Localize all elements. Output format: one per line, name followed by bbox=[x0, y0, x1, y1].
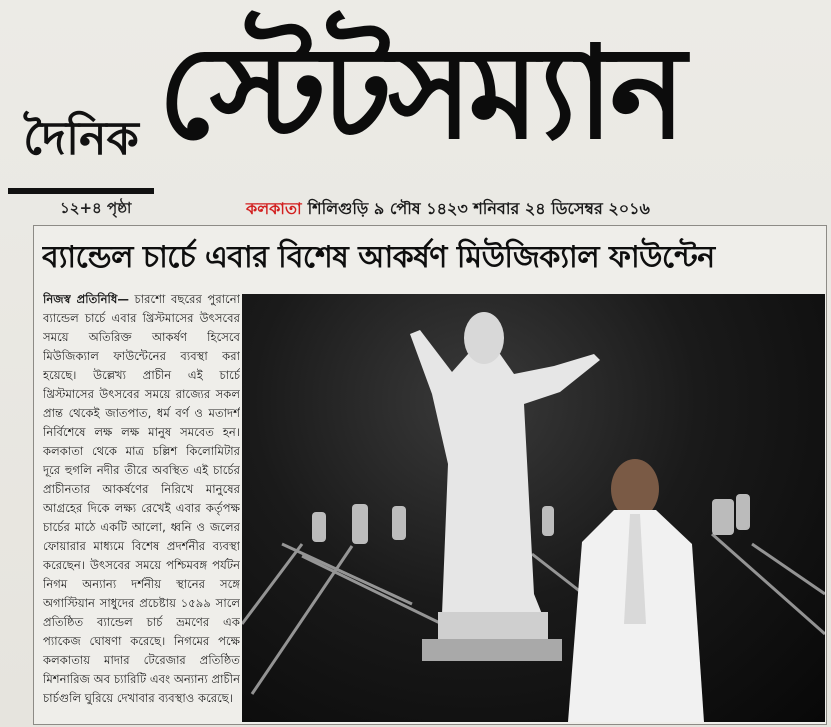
masthead-prefix: দৈনিক bbox=[8, 92, 154, 194]
article-box bbox=[33, 225, 827, 725]
dateline bbox=[246, 196, 650, 223]
statue-figure bbox=[410, 312, 600, 661]
article-byline: নিজস্ব প্রতিনিধি— bbox=[43, 292, 129, 306]
masthead bbox=[0, 0, 831, 218]
dateline-text: শিলিগুড়ি ৯ পৌষ ১৪২৩ শনিবার ২৪ ডিসেম্বর ২০১৬ bbox=[307, 199, 650, 218]
dateline-city: কলকাতা bbox=[246, 199, 302, 218]
article-headline: ব্যান্ডেল চার্চে এবার বিশেষ আকর্ষণ মিউজিক্যাল ফাউন্টেন bbox=[42, 240, 715, 275]
article-body bbox=[43, 290, 240, 720]
page-count: ১২+৪ পৃষ্ঠা bbox=[60, 199, 132, 217]
masthead-title: স্টেটসম্যান bbox=[158, 18, 683, 168]
priest-figure bbox=[568, 459, 704, 722]
photo-illustration bbox=[242, 294, 825, 722]
background-statues bbox=[312, 494, 750, 544]
article-photo bbox=[242, 294, 825, 722]
article-body-text: চারশো বছরের পুরানো ব্যান্ডেল চার্চে এবার খ্রিস্টমাসের উৎসবের সময়ে অতিরিক্ত আকর্ষণ হিসেবে মিউজিক্যাল ফাউন্টেনের ব্যবস্থা করা হয়েছে। উল্লেখ্য প্রাচীন এই চার্চে খ্রিস্টমাসের উৎসবের সময়ে রাজ্যের সকল প্রান্ত থেকেই জাতপাত, ধর্ম বর্ণ ও মতাদর্শ নির্বিশেষে লক্ষ লক্ষ মানুষ সমবেত হন। কলকাতা থেকে মাত্র চল্লিশ কিলোমিটার দূরে হুগলি নদীর তীরে অবস্থিত এই চার্চের প্রাচীনতার আকর্ষণের নিরিখে মানুষের আগ্রহের দিকে লক্ষ্য রেখেই এবার কর্তৃপক্ষ চার্চের মাঠে একটি আলো, ধ্বনি ও জলের ফোয়ারার মাধ্যমে বিশেষ প্রদর্শনীর ব্যবস্থা করেছেন। উৎসবের সময়ে পশ্চিমবঙ্গ পর্যটন নিগম অন্যান্য দর্শনীয় স্থানের সঙ্গে অগাস্টিয়ান সাধুদের প্রচেষ্টায় ১৫৯৯ সালে প্রতিষ্ঠিত ব্যান্ডেল চার্চ ভ্রমণের এক প্যাকেজ ঘোষণা করেছে। নিগমের পক্ষে কলকাতায় মাদার টেরেজার প্রতিষ্ঠিত মিশনারিজ অব চ্যারিটি এবং অন্যান্য প্রাচীন চার্চগুলি ঘুরিয়ে দেখাবার ব্যবস্থাও করেছে। bbox=[43, 292, 240, 705]
